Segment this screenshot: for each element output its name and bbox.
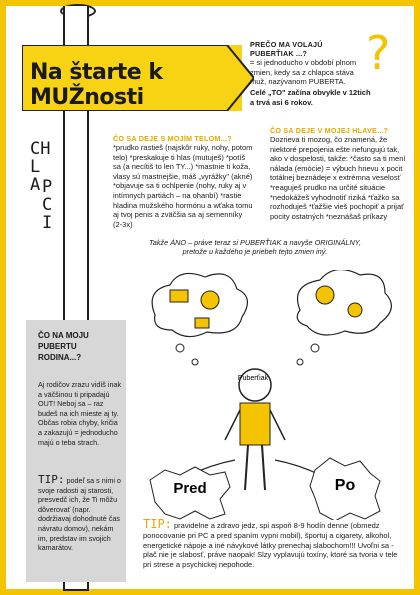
head-section: [270, 126, 410, 221]
character-leg: [245, 445, 248, 490]
head-text: Dozrieva ti mozog, čo znamená, že niektoré prepojenia ešte nefungujú tak, ako v dospelosti, takže: *často sa ti mení nálada (emócie) = výbuch hnevu x pocit totálnej beznádeje x extrémna veselosť *reaguješ prudko na určité situácie *nedokážeš vyhodnotiť riziká *ťažko sa rozhoduješ *ťažšie vieš pochopiť a prijať pocity ostatných *neznášaš príkazy: [270, 135, 406, 221]
body-section: [113, 134, 253, 229]
family-tip: [38, 475, 122, 553]
arrow-after: [275, 460, 320, 475]
character-shirt: [240, 403, 270, 445]
intro-heading: PREČO MA VOLAJÚ PUBERŤIAK ...?: [250, 40, 323, 58]
music-icon: [201, 291, 219, 309]
before-label: Pred: [173, 480, 207, 497]
bubble-dot: [311, 344, 319, 352]
before-badge: [150, 467, 230, 519]
bubble-dot: [297, 359, 303, 365]
after-badge: [310, 458, 380, 520]
computer-icon: [170, 290, 188, 302]
bottom-tip-text: pravidelne a zdravo jedz, spi aspoň 8-9 hodín denne (obmedz ponocovanie pri PC a pred spaním vypni mobil), športuj a cigarety, alkohol, energetické nápoje a iné návykové látky prenechaj slabochom!!! Uvoľni sa - plač nie je slabosť, práve naopak! Slzy vyplavujú toxíny, ktoré sa tvoria v tele pri strese a psychickej nepohode.: [143, 521, 398, 570]
bubble-dot: [176, 344, 184, 352]
body-text: *prudko rastieš (najskôr ruky, nohy, potom telo) *preskakuje ti hlas (mutuješ) *potíš sa (a necítiš to len TY...) *mastnie ti koža, vlasy sú mastnejšie, máš „vyrážky" (akné) *objavuje sa ti ochlpenie (nohy, ruky aj v intímnych partiách – na ohanbí) *rastie hladina mužského hormónu a wťaka tomu aj tvoj penis a zväčšia sa aj semenníky (2-3x): [113, 143, 253, 229]
bottom-tip: [143, 517, 405, 570]
character-arm: [225, 410, 240, 440]
family-tip-text: podeľ sa s nimi o svoje radosti aj starosti, presvedč ich, že Ti môžu dôverovať (napr. dodržiavaj dohodnuté čas návratu domov), nekám im, predstav im svojich kamarátov.: [38, 476, 121, 553]
intro-text: = si jednoducho v období plnom zmien, kedy sa z chlapca stáva muž, nazývanom PUBERTA.: [250, 58, 357, 87]
character-arm: [270, 410, 285, 440]
side-letters-chla: CH L A: [30, 139, 51, 195]
girl-face-icon: [316, 286, 334, 304]
intro-section: [250, 40, 365, 87]
family-title: ČO NA MOJU PUBERTU RODINA...?: [38, 331, 89, 362]
family-text: Aj rodičov zrazu vidíš inak a väčšinou ti pripadajú OUT! Neboj sa – raz budeš na ich mieste aj ty. Občas robia chyby, kričia a zakazujú = jednoducho majú o teba strach.: [38, 380, 122, 447]
bottom-tip-label: TIP:: [143, 517, 172, 531]
ball-icon: [348, 303, 362, 317]
character-head: [239, 369, 271, 401]
head-heading: ČO SA DEJE V MOJEJ HLAVE...?: [270, 126, 389, 135]
gadget-icon: [195, 318, 209, 328]
body-heading: ČO SA DEJE S MOJÍM TELOM...?: [113, 134, 232, 143]
thought-bubble-girl: [297, 270, 391, 335]
character-label: Puberťiak: [237, 375, 269, 382]
family-tip-label: TIP:: [38, 473, 65, 486]
intro-duration: Celé „TO" začína obvykle v 12tich a trvá asi 6 rokov.: [250, 88, 371, 107]
mid-note: Takže ÁNO – práve teraz si PUBERŤIAK a navyše ORIGINÁLNY, pretože u každého je priebeh tejto zmien iný.: [149, 238, 361, 257]
page-title: Na štarte k MUŽnosti: [30, 60, 163, 110]
puberty-illustration: [140, 270, 410, 520]
character-leg: [262, 445, 265, 490]
question-mark-icon: ?: [366, 26, 391, 80]
after-label: Po: [334, 477, 356, 494]
bubble-dot: [192, 359, 198, 365]
side-letters-pci: P C I: [42, 177, 53, 233]
